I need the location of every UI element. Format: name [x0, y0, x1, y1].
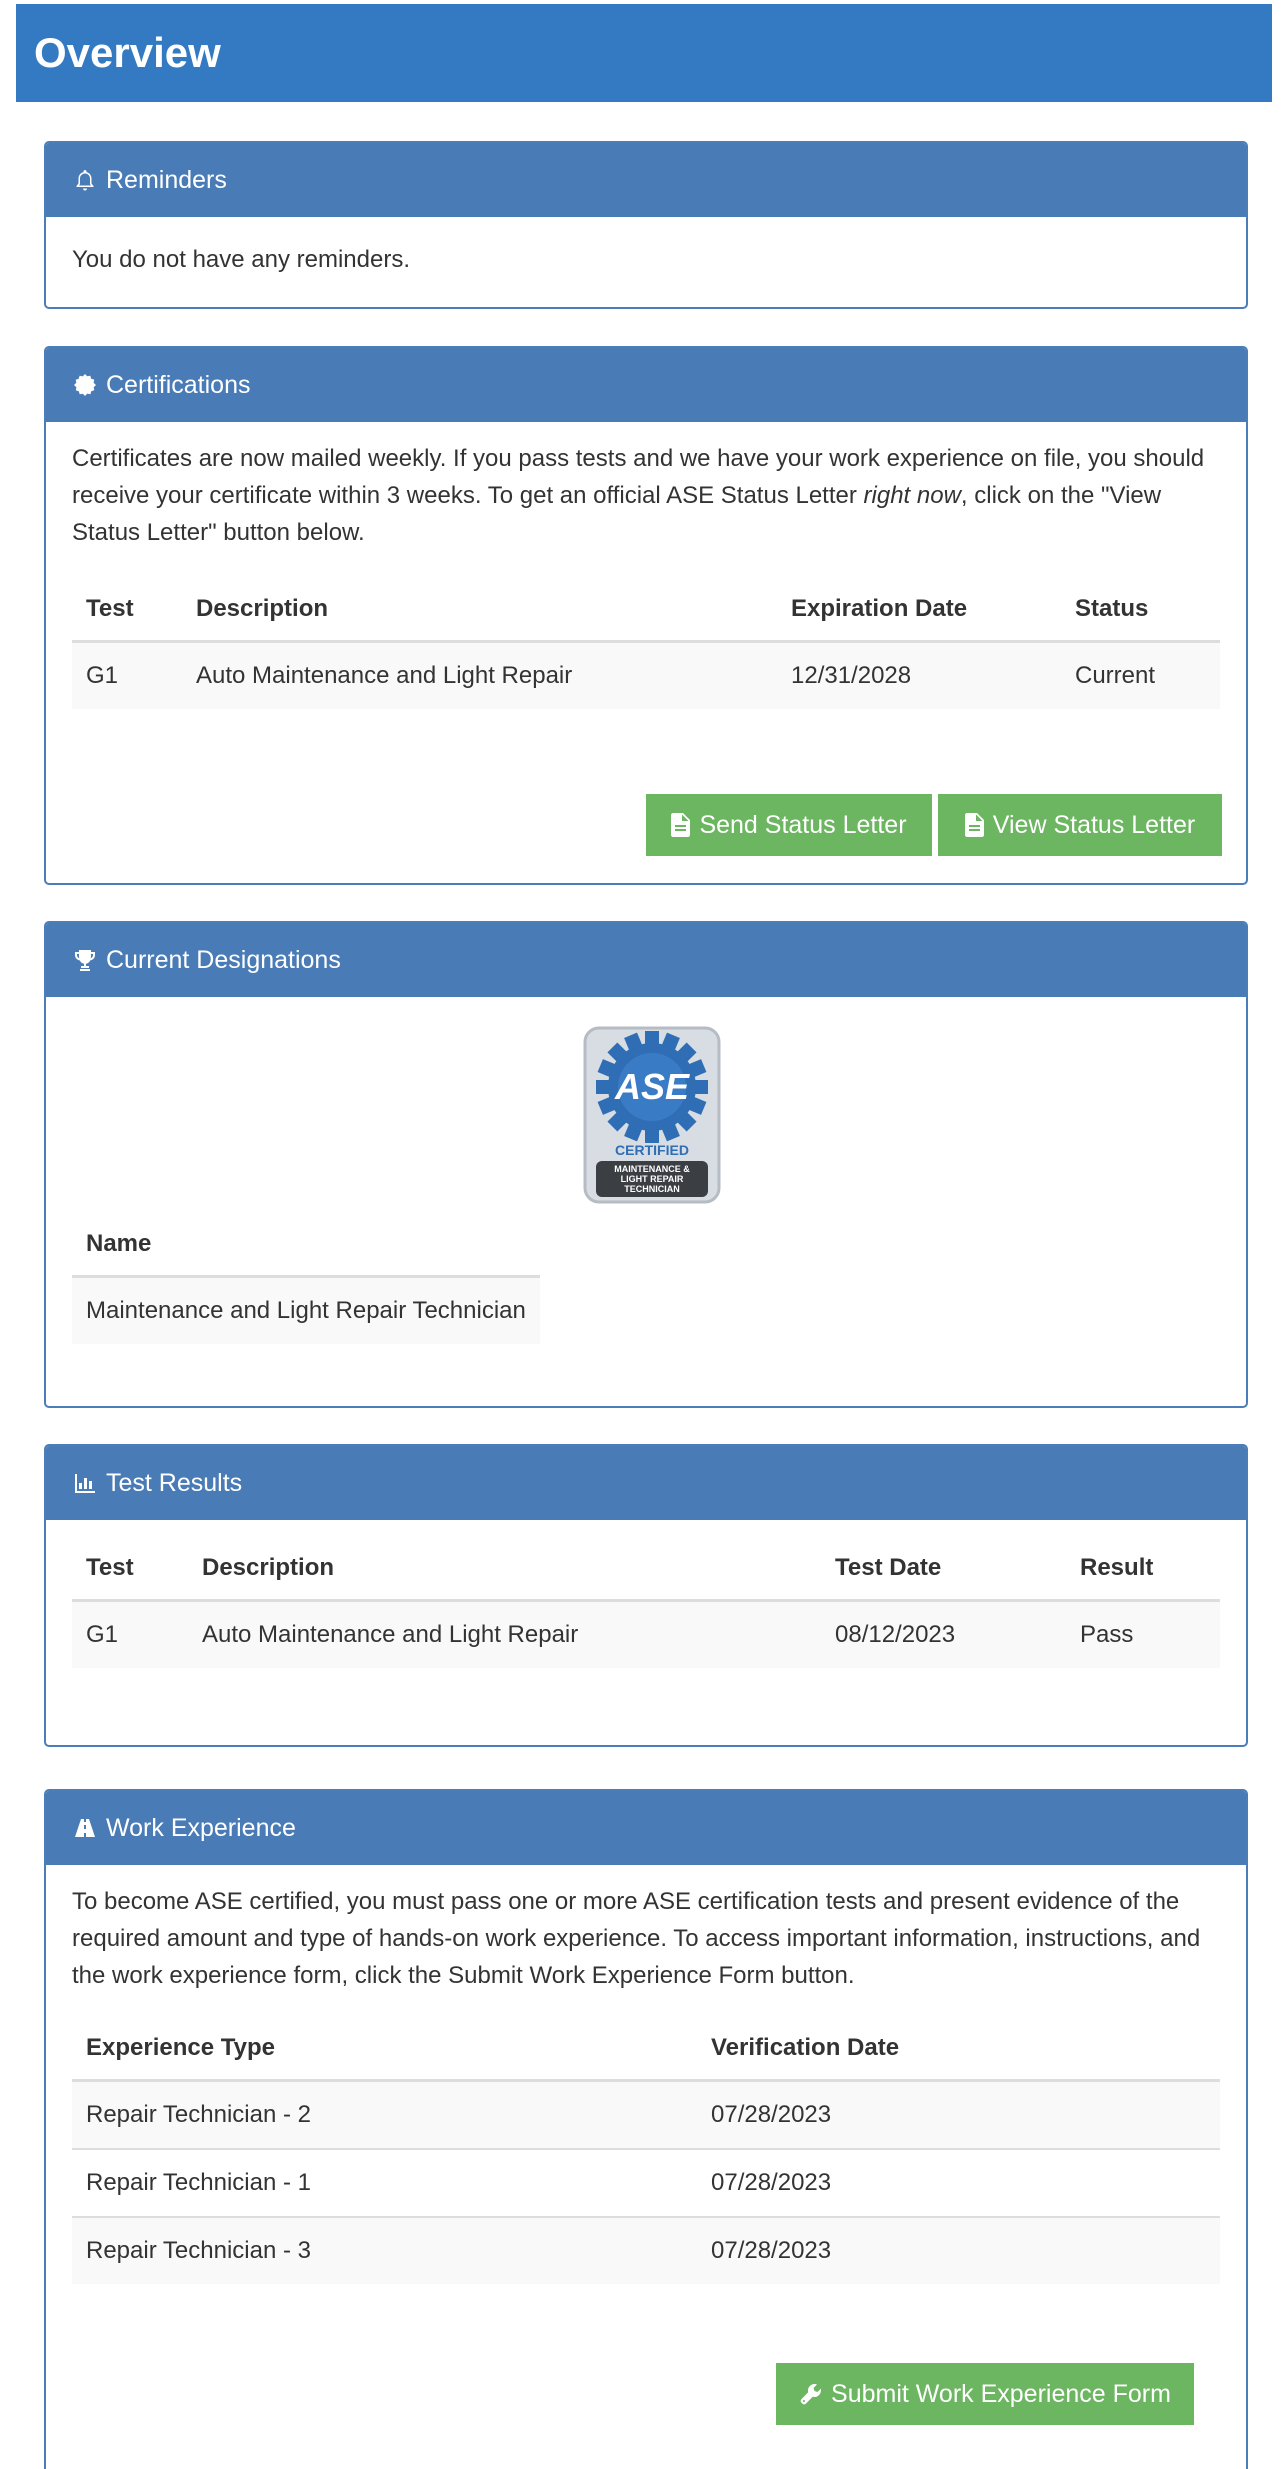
designations-table — [72, 1212, 540, 1344]
file-icon — [671, 813, 691, 837]
trophy-icon — [72, 947, 98, 973]
column-header: Result — [1066, 1536, 1220, 1601]
work-experience-table — [72, 2016, 1220, 2284]
column-header: Name — [72, 1212, 540, 1277]
table-row — [72, 1601, 1220, 1669]
cell-experience-type: Repair Technician - 1 — [72, 2149, 697, 2217]
page-header — [16, 4, 1272, 102]
cell-expiration: 12/31/2028 — [791, 662, 912, 689]
test-results-heading — [46, 1446, 1246, 1520]
cell-verification-date: 07/28/2023 — [697, 2217, 1220, 2284]
intro-emphasis: right now — [863, 482, 961, 509]
column-header: Description — [188, 1536, 821, 1601]
table-header-row — [72, 2016, 1220, 2081]
table-row — [72, 1277, 540, 1345]
certifications-title: Certifications — [106, 370, 251, 399]
file-icon — [965, 813, 985, 837]
column-header: Experience Type — [72, 2016, 697, 2081]
cell-description: Auto Maintenance and Light Repair — [196, 662, 573, 689]
cell-status: Current — [1075, 662, 1156, 689]
page-title: Overview — [34, 29, 221, 76]
certifications-panel — [44, 346, 1248, 885]
test-results-title: Test Results — [106, 1468, 243, 1497]
certifications-table — [72, 577, 1220, 709]
cell-date: 08/12/2023 — [835, 1621, 956, 1648]
submit-work-experience-button[interactable] — [776, 2363, 1194, 2425]
table-row — [72, 2217, 1220, 2284]
view-status-letter-button[interactable] — [938, 794, 1222, 856]
badge-line3: LIGHT REPAIR — [620, 1174, 684, 1184]
column-header: Test — [72, 1536, 188, 1601]
bar-chart-icon — [72, 1470, 98, 1496]
column-header: Description — [182, 577, 777, 642]
reminders-panel — [44, 141, 1248, 309]
table-header-row — [72, 1212, 540, 1277]
reminders-heading — [46, 143, 1246, 217]
cell-result: Pass — [1080, 1621, 1134, 1648]
column-header: Status — [1061, 577, 1220, 642]
send-status-letter-button[interactable] — [646, 794, 932, 856]
certifications-intro — [72, 440, 1220, 551]
cell-test: G1 — [86, 1621, 119, 1648]
cell-description: Auto Maintenance and Light Repair — [202, 1621, 579, 1648]
reminders-title: Reminders — [106, 165, 227, 194]
table-row — [72, 642, 1220, 710]
cell-experience-type: Repair Technician - 2 — [86, 2101, 312, 2128]
cell-test: G1 — [86, 662, 119, 689]
designations-heading — [46, 923, 1246, 997]
send-status-letter-label: Send Status Letter — [699, 810, 907, 839]
bell-icon — [72, 167, 98, 193]
badge-certified: CERTIFIED — [615, 1142, 689, 1158]
cell-verification-date: 07/28/2023 — [697, 2149, 1220, 2217]
table-row — [72, 2149, 1220, 2217]
cell-verification-date: 07/28/2023 — [711, 2101, 832, 2128]
reminders-message: You do not have any reminders. — [72, 246, 411, 273]
column-header: Test Date — [821, 1536, 1066, 1601]
submit-work-experience-label: Submit Work Experience Form — [831, 2379, 1171, 2408]
cell-experience-type: Repair Technician - 3 — [72, 2217, 697, 2284]
designations-title: Current Designations — [106, 945, 341, 974]
intro-text-before: Certificates are now mailed weekly. If you pass tests and we have your work experience on file, you should receive your certificate within 3 weeks. To get an official ASE Status Letter — [72, 445, 1205, 509]
certifications-heading — [46, 348, 1246, 422]
cell-name: Maintenance and Light Repair Technician — [86, 1297, 526, 1324]
work-experience-heading — [46, 1791, 1246, 1865]
work-experience-title: Work Experience — [106, 1813, 296, 1842]
work-experience-intro: To become ASE certified, you must pass one or more ASE certification tests and present evidence of the required amount and type of hands-on work experience. To access important information, instructions, and the work experience form, click the Submit Work Experience Form button. — [72, 1888, 1201, 1989]
table-header-row — [72, 577, 1220, 642]
work-experience-panel — [44, 1789, 1248, 2469]
view-status-letter-label: View Status Letter — [992, 810, 1196, 839]
test-results-table — [72, 1536, 1220, 1668]
table-header-row — [72, 1536, 1220, 1601]
test-results-panel — [44, 1444, 1248, 1747]
badge-line4: TECHNICIAN — [624, 1184, 680, 1194]
column-header: Expiration Date — [777, 577, 1061, 642]
ase-certified-badge — [582, 1025, 722, 1205]
table-row — [72, 2081, 1220, 2150]
designations-panel — [44, 921, 1248, 1408]
column-header: Verification Date — [697, 2016, 1220, 2081]
badge-line2: MAINTENANCE & — [614, 1164, 690, 1174]
intro-text-after: , click on the "View Status Letter" button below. — [72, 482, 1162, 546]
wrench-icon — [799, 2382, 823, 2406]
column-header: Test — [72, 577, 182, 642]
badge-brand: ASE — [614, 1066, 690, 1107]
certificate-icon — [72, 372, 98, 398]
road-icon — [72, 1815, 98, 1841]
